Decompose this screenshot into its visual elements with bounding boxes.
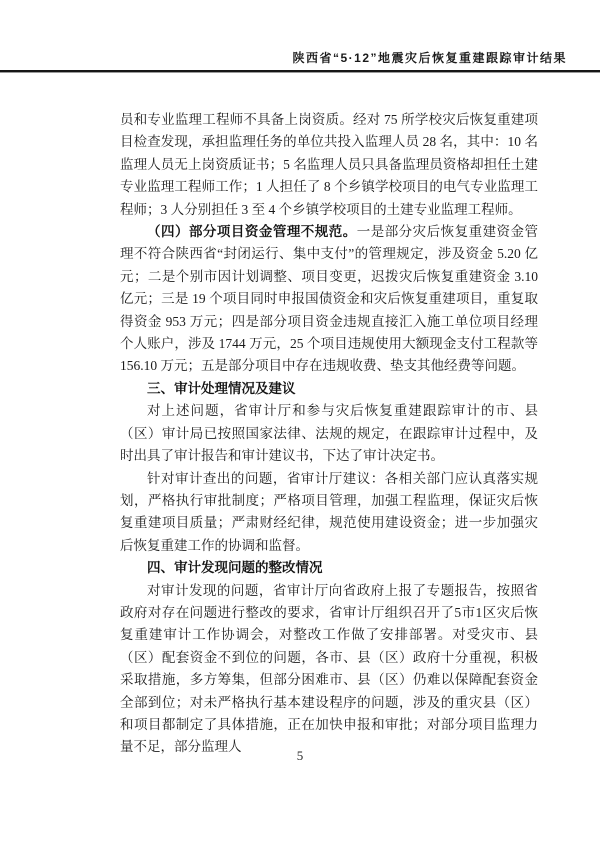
document-body (120, 109, 538, 759)
header-rule (0, 70, 600, 73)
section-heading-rectification: 四、审计发现问题的整改情况 (147, 560, 323, 576)
section-heading-audit-handling: 三、审计处理情况及建议 (147, 380, 296, 396)
page-number: 5 (296, 748, 304, 763)
paragraph-audit-handling: 对上述问题，省审计厅和参与灾后恢复重建跟踪审计的市、县（区）审计局已按照国家法律、法规的规定，在跟踪审计过程中，及时出具了审计报告和审计建议书，下达了审计决定书。 (120, 403, 538, 464)
running-header-title: 陕西省“5·12”地震灾后恢复重建跟踪审计结果 (292, 51, 567, 65)
paragraph-continuation: 员和专业监理工程师不具备上岗资质。经对 75 所学校灾后恢复重建项目检查发现，承担监理任务的单位共投入监理人员 28 名，其中：10 名监理人员无上岗资质证书；5 名监理人员只具备监理员资格却担任土建专业监理工程师工作；1 人担任了 8 个乡镇学校项目的电气专业监理工程师；3 人分别担任 3 至 4 个乡镇学校项目的土建专业监理工程师。 (120, 112, 538, 217)
inline-subheading-item4: （四）部分项目资金管理不规范。 (147, 224, 357, 240)
paragraph-rectification: 对审计发现的问题，省审计厅向省政府上报了专题报告，按照省政府对存在问题进行整改的要求，省审计厅组织召开了5市1区灾后恢复重建审计工作协调会，对整改工作做了安排部署。对受灾市、县（区）配套资金不到位的问题，各市、县（区）政府十分重视，积极采取措施，多方筹集，但部分困难市、县（区）仍难以保障配套资金全部到位；对未严格执行基本建设程序的问题，涉及的重灾县（区）和项目都制定了具体措施，正在加快申报和审批；对部分项目监理力量不足，部分监理人 (120, 582, 538, 755)
paragraph-fund-management (120, 221, 538, 378)
paragraph-audit-suggestions: 针对审计查出的问题，省审计厅建议：各相关部门应认真落实规划，严格执行审批制度；严格项目管理，加强工程监理，保证灾后恢复重建项目质量；严肃财经纪律，规范使用建设资金；进一步加强灾后恢复重建工作的协调和监督。 (120, 470, 538, 553)
paragraph-fund-management-text: 一是部分灾后恢复重建资金管理不符合陕西省“封闭运行、集中支付”的管理规定，涉及资金 5.20 亿元；二是个别市因计划调整、项目变更，迟拨灾后恢复重建资金 3.10 亿元；三是 19 个项目同时申报国债资金和灾后恢复重建项目，重复取得资金 953 万元；四是部分项目资金违规直接汇入施工单位项目经理个人账户，涉及 1744 万元，25 个项目违规使用大额现金支付工程款等 156.10 万元；五是部分项目中存在违规收费、垫支其他经费等问题。 (120, 224, 539, 374)
